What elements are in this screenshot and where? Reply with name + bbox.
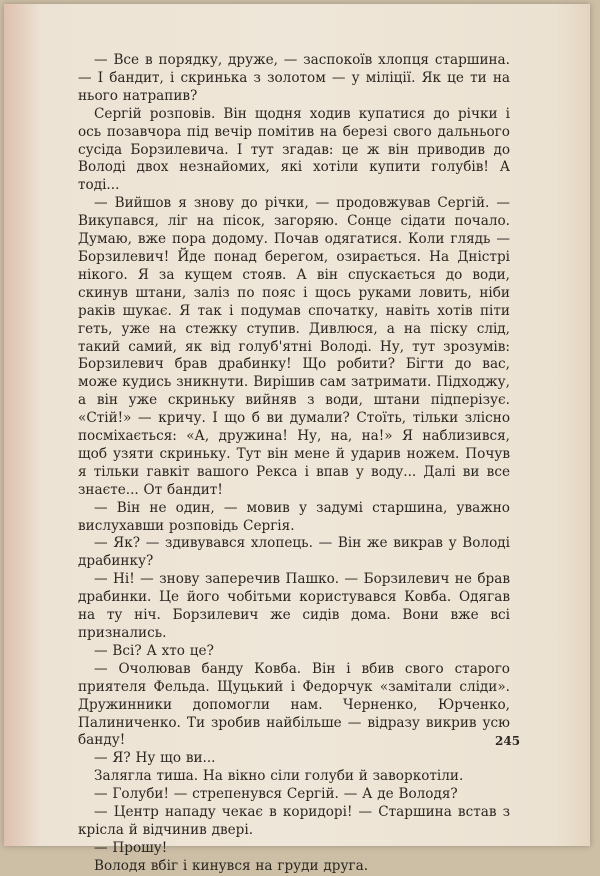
paragraph: Володя вбіг і кинувся на груди друга. — [94, 857, 369, 874]
paragraph: — Вийшов я знову до річки, — продовжував Сергій. — Викупався, ліг на пісок, загоряю. Сонце сідати почало. Думаю, вже пора додому. Почав одягатися. Коли глядь — Борзилевич! Йде понад берегом, озирається. На Дністрі нікого. Я за кущем стояв. А він спускається до води, скинув штани, заліз по пояс і щось руками ловить, ніби раків шукає. Я так і подумав спочатку, навіть хотів піти геть, уже на стежку ступив. Дивлюся, а на піску слід, такий самий, як від голуб'ятні Володі. Ну, тут зрозумів: Борзилевич брав драбинку! Що робити? Бігти до вас, може кудись зникнути. Вирішив сам затримати. Підходжу, а він уже скриньку вийняв з води, штани підперізує. «Стій!» — кричу. І що б ви думали? Стоїть, тільки злісно посміхається: «А, дружина! Ну, на, на!» Я наблизився, щоб узяти скриньку. Тут він мене й ударив ножем. Почув я тільки гавкіт вашого Рекса і впав у воду... Далі ви все знаєте... От бандит! — [78, 195, 510, 498]
paragraph: — Ні! — знову заперечив Пашко. — Борзилевич не брав драбинки. Це його чобітьми користувався Ковба. Одягав на ту ніч. Борзилевич же сидів дома. Вони вже всі признались. — [78, 571, 510, 641]
text-body — [78, 52, 510, 876]
paragraph: Залягла тиша. На вікно сіли голуби й заворкотіли. — [94, 768, 464, 785]
paragraph: — Всі? А хто це? — [94, 642, 214, 659]
paragraph: — Центр нападу чекає в коридорі! — Старшина встав з крісла й відчинив двері. — [78, 804, 510, 838]
paragraph: — Я? Ну що ви... — [94, 750, 216, 767]
paragraph: — Як? — здивувався хлопець. — Він же викрав у Володі драбинку? — [78, 535, 510, 570]
page-number: 245 — [495, 734, 521, 748]
book-page — [4, 4, 590, 874]
paragraph: — Він не один, — мовив у задумі старшина, уважно вислухавши розповідь Сергія. — [78, 499, 510, 534]
paragraph: — Голуби! — стрепенувся Сергій. — А де Володя? — [94, 786, 458, 803]
paragraph: — Прошу! — [94, 839, 168, 856]
paragraph: — Очолював банду Ковба. Він і вбив свого старого приятеля Фельда. Щуцький і Федорчук «замітали сліди». Дружинники допомогли нам. Черненко, Юрченко, Палиниченко. Ти зробив найбільше — відразу викрив усю банду! — [78, 660, 510, 749]
paragraph: Сергій розповів. Він щодня ходив купатися до річки і ось позавчора під вечір помітив на березі свого дальнього сусіда Борзилевича. І тут згадав: це ж він приводив до Володі двох незнайомих, які хотіли купити голубів! А тоді... — [78, 105, 510, 194]
paragraph: — Все в порядку, друже, — заспокоїв хлопця старшина. — І бандит, і скринька з золотом — у міліції. Як це ти на нього натрапив? — [78, 52, 510, 104]
